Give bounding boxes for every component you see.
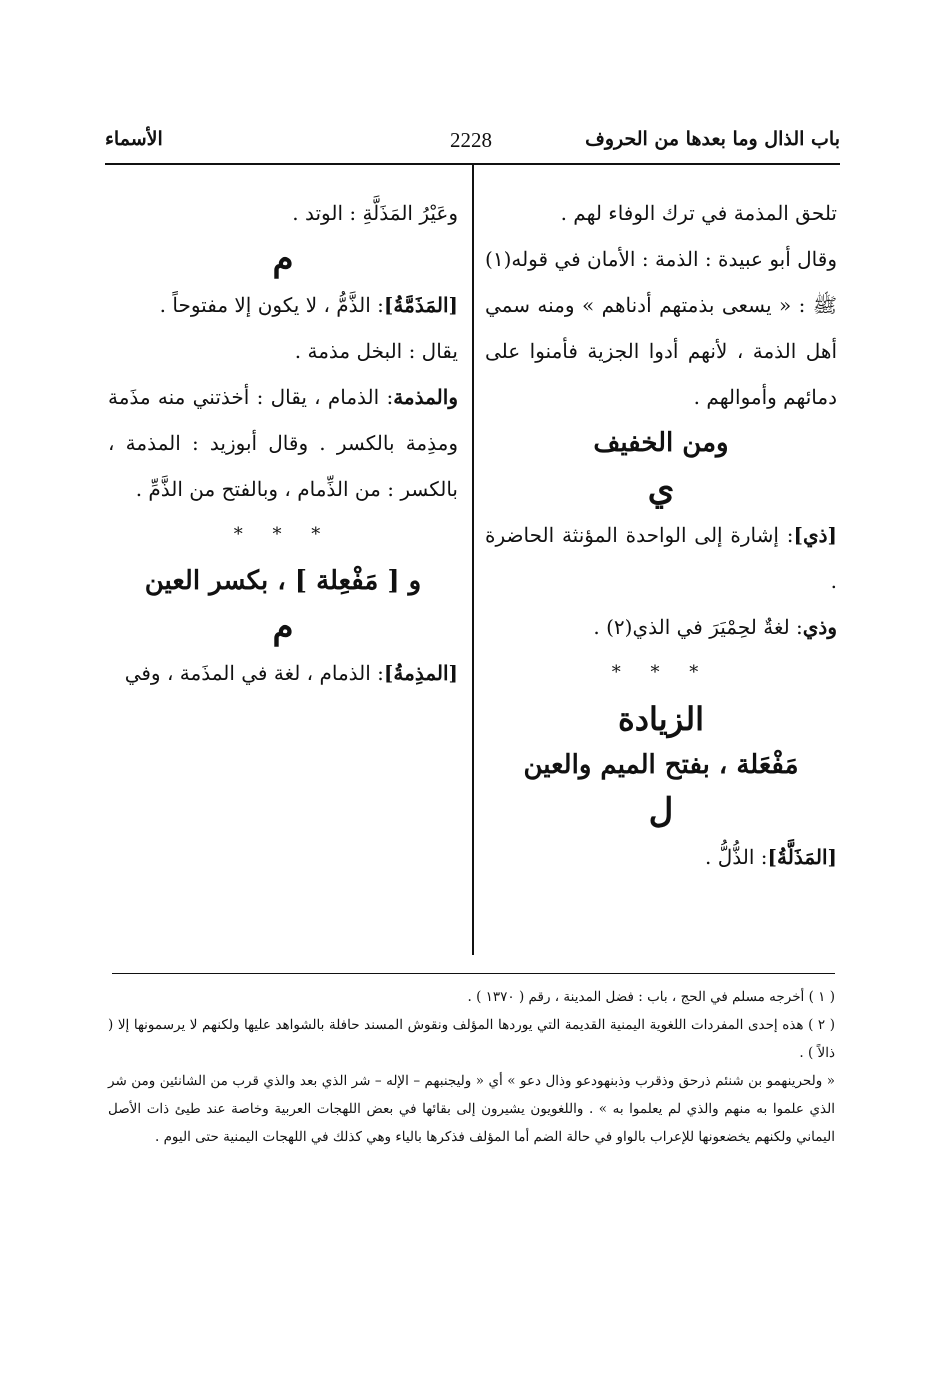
heading-maf3ala: مَفْعَلة ، بفتح الميم والعين <box>523 750 799 780</box>
entry-madhalla-term: [المَذَلَّةُ] <box>767 845 837 869</box>
entry-dhi-2-text: : لغةٌ لحِمْيَرَ في الذي(٢) . <box>593 615 803 639</box>
right-paragraph-2: وقال أبو عبيدة : الذمة : الأمان في قوله(١) ﷺ : « يسعى بذمتهم أدناهم » ومنه سمي أهل الذمة ، لأنهم أدوا الجزية فأمنوا على دمائهم وأموالهم . <box>485 247 837 409</box>
section-title: الأسماء <box>105 128 163 150</box>
footnote-1: ( ١ ) أخرجه مسلم في الحج ، باب : فضل المدينة ، رقم ( ١٣٧٠ ) . <box>467 989 835 1005</box>
entry-madhimmatu-text: : الذمام ، لغة في المذَمة ، وفي <box>124 661 384 685</box>
page-number: 2228 <box>450 128 492 152</box>
heading-khafif: ومن الخفيف <box>593 428 729 458</box>
chapter-title: باب الذال وما بعدها من الحروف <box>585 128 840 150</box>
left-paragraph-1: وعَيْرُ المَذَلَّةِ : الوتد . <box>292 201 458 225</box>
entry-dhi-2-term: وذي <box>802 615 837 639</box>
entry-madhamma <box>108 282 458 328</box>
entry-madhimmatu-term: [المذِمةُ] <box>383 661 458 685</box>
section-separator-left: * * * <box>233 524 333 545</box>
letter-mim-2: م <box>272 607 294 647</box>
heading-mafila: و [ مَفْعِلة ] ، بكسر العين <box>144 566 422 596</box>
right-paragraph-1: تلحق المذمة في ترك الوفاء لهم . <box>560 201 837 225</box>
column-divider <box>472 165 474 955</box>
entry-dhi-text: : إشارة إلى الواحدة المؤنثة الحاضرة . <box>485 523 837 593</box>
entry-madhalla-text: : الذُّلُّ . <box>705 845 768 869</box>
entry-madhimma-text: : الذمام ، يقال : أخذتني منه مذَمة ومذِمة بالكسر . وقال أبوزيد : المذمة ، بالكسر : من الذِّمام ، وبالفتح من الذَّمِّ . <box>108 385 458 501</box>
footnote-2-continued: « ولحرينهمو بن شنئم ذرحق وذقرب وذبنهودعو وذال دعو » أي « وليجنبهم – الإله – شر الذي بعد والذي قرب من الشانئين ومن شر الذي علموا به منهم والذي لم يعلموا به » . واللغويون يشيرون إلى بقائها في بعض اللهجات العربية وخاصة عند طيئ ذات الأصل اليماني ولكنهم يخضعونها للإعراب بالواو في حالة الضم أما المؤلف فذكرها بالياء وهي كذلك في اللهجات اليمنية حتى اليوم . <box>108 1073 835 1145</box>
section-separator-right: * * * <box>611 662 711 683</box>
entry-madhimmatu <box>108 650 458 696</box>
entry-madhalla <box>485 834 837 880</box>
entry-dhi-term: [ذي] <box>793 523 837 547</box>
letter-ya: ي <box>647 469 675 509</box>
heading-ziyada: الزيادة <box>618 700 704 738</box>
left-paragraph-3: يقال : البخل مذمة . <box>294 339 458 363</box>
entry-madhamma-text: : الذَّمُّ ، لا يكون إلا مفتوحاً . <box>159 293 384 317</box>
footnotes <box>108 983 835 1151</box>
page-header <box>105 128 840 160</box>
entry-dhi <box>485 512 837 604</box>
entry-madhimma-term: والمذمة <box>393 385 458 409</box>
entry-madhamma-term: [المَذَمَّةُ] <box>383 293 458 317</box>
left-column <box>108 190 458 696</box>
footnote-2: ( ٢ ) هذه إحدى المفردات اللغوية اليمنية القديمة التي يوردها المؤلف ونقوش المسند حافلة بالشواهد عليها ولكنهم لا يرسمونها إلا ( ذالاً ) . <box>108 1017 835 1061</box>
right-column <box>485 190 837 880</box>
letter-mim: م <box>272 239 294 279</box>
footnote-rule <box>112 973 835 974</box>
entry-dhi-2 <box>485 604 837 650</box>
letter-lam: ل <box>648 791 674 831</box>
entry-madhimma <box>108 374 458 512</box>
